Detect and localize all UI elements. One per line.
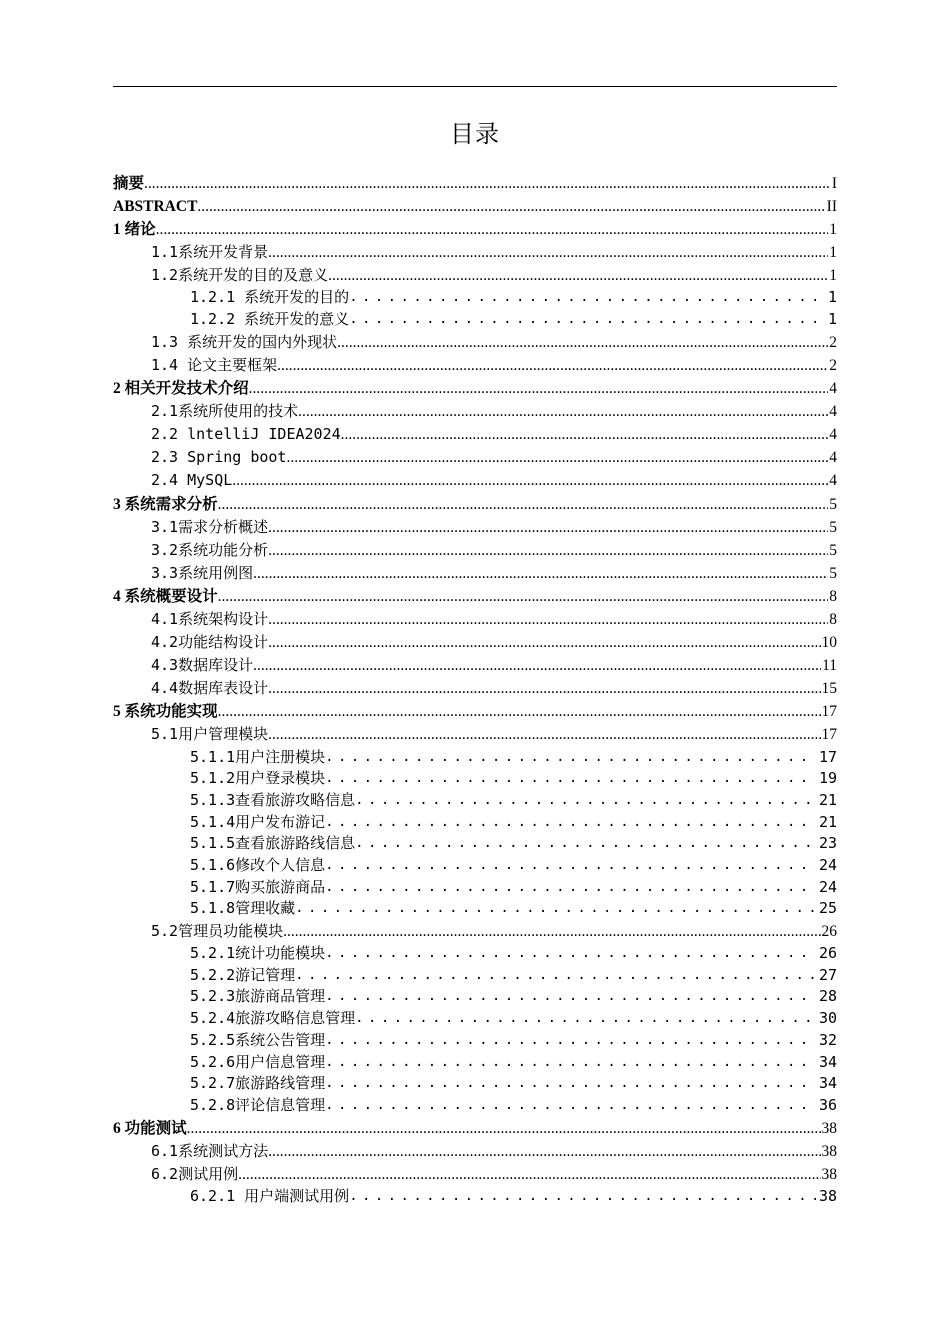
dot-leader xyxy=(268,631,820,654)
dot-leader xyxy=(268,516,828,539)
dot-leader xyxy=(325,812,816,834)
toc-entry-label: 1 绪论 xyxy=(113,221,156,239)
toc-entry[interactable] xyxy=(113,898,837,920)
toc-entry-label: 5.2.8评论信息管理 xyxy=(190,1095,326,1114)
toc-entry-label: 1.2.2 系统开发的意义 xyxy=(190,310,350,329)
dot-leader xyxy=(286,446,828,469)
toc-entry[interactable] xyxy=(113,264,837,287)
dot-leader xyxy=(268,1140,820,1163)
toc-entry-label: 5.2.2游记管理 xyxy=(190,965,296,984)
dot-leader xyxy=(325,1073,816,1095)
toc-entry[interactable] xyxy=(113,1186,837,1208)
toc-entry-label: 5.1.5查看旅游路线信息 xyxy=(190,834,356,853)
toc-entry[interactable] xyxy=(113,790,837,812)
toc-entry[interactable] xyxy=(113,920,837,943)
toc-entry[interactable] xyxy=(113,1052,837,1074)
toc-entry[interactable] xyxy=(113,1030,837,1052)
toc-entry-label: 2.2 lntelliJ IDEA2024 xyxy=(151,425,341,444)
dot-leader xyxy=(325,768,816,790)
toc-entry-page: 36 xyxy=(818,1095,837,1114)
toc-entry-label: 5.2.6用户信息管理 xyxy=(190,1052,326,1071)
toc-entry[interactable] xyxy=(113,539,837,562)
toc-entry-page: 5 xyxy=(829,541,837,559)
toc-entry-page: 38 xyxy=(821,1165,837,1183)
toc-entry-label: 5.2.7旅游路线管理 xyxy=(190,1074,326,1093)
toc-entry[interactable] xyxy=(113,287,837,309)
toc-entry-page: 26 xyxy=(821,923,837,941)
toc-entry-page: II xyxy=(826,198,837,216)
dot-leader xyxy=(341,423,829,446)
dot-leader xyxy=(156,218,829,241)
toc-entry[interactable] xyxy=(113,172,837,195)
toc-entry-label: 3.1需求分析概述 xyxy=(151,517,269,536)
toc-entry-label: 4.4数据库表设计 xyxy=(151,679,269,698)
dot-leader xyxy=(325,1030,816,1052)
toc-entry-page: 11 xyxy=(822,657,837,675)
toc-entry[interactable] xyxy=(113,677,837,700)
toc-entry-label: 5.1.2用户登录模块 xyxy=(190,769,326,788)
toc-entry[interactable] xyxy=(113,965,837,987)
toc-entry[interactable] xyxy=(113,700,837,723)
toc-entry-label: 2.1系统所使用的技术 xyxy=(151,402,299,421)
toc-entry[interactable] xyxy=(113,423,837,446)
toc-entry[interactable] xyxy=(113,469,837,492)
toc-entry-page: 5 xyxy=(829,518,837,536)
toc-entry-page: 27 xyxy=(818,965,837,984)
dot-leader xyxy=(268,539,828,562)
toc-entry-label: 1.2.1 系统开发的目的 xyxy=(190,288,350,307)
toc-entry-page: 21 xyxy=(818,812,837,831)
dot-leader xyxy=(355,1008,816,1030)
toc-entry-label: ABSTRACT xyxy=(113,198,198,216)
dot-leader xyxy=(328,264,828,287)
toc-entry[interactable] xyxy=(113,309,837,331)
toc-entry-page: 26 xyxy=(818,944,837,963)
toc-entry-label: 2 相关开发技术介绍 xyxy=(113,380,249,398)
toc-entry-label: 摘要 xyxy=(113,175,145,192)
toc-entry-page: 30 xyxy=(818,1009,837,1028)
toc-entry-label: 1.1系统开发背景 xyxy=(151,243,269,262)
toc-entry[interactable] xyxy=(113,877,837,899)
dot-leader xyxy=(295,965,816,987)
dot-leader xyxy=(197,195,825,218)
toc-entry[interactable] xyxy=(113,1163,837,1186)
dot-leader xyxy=(218,493,829,516)
toc-entry-page: 8 xyxy=(829,610,837,628)
toc-entry-page: 5 xyxy=(829,564,837,582)
toc-entry-page: 1 xyxy=(829,244,837,262)
toc-entry[interactable] xyxy=(113,1140,837,1163)
toc-entry-page: 4 xyxy=(829,426,837,444)
dot-leader xyxy=(349,287,825,309)
toc-entry[interactable] xyxy=(113,1073,837,1095)
toc-entry-page: 17 xyxy=(818,747,837,766)
dot-leader xyxy=(144,172,831,195)
toc-entry[interactable] xyxy=(113,562,837,585)
toc-entry-label: 6.2测试用例 xyxy=(151,1164,239,1183)
toc-entry-label: 5.1.7购买旅游商品 xyxy=(190,877,326,896)
header-rule xyxy=(113,86,837,87)
dot-leader xyxy=(298,400,828,423)
toc-entry[interactable] xyxy=(113,516,837,539)
toc-entry-page: 1 xyxy=(827,310,837,329)
toc-entry-label: 5.2.5系统公告管理 xyxy=(190,1030,326,1049)
toc-entry[interactable] xyxy=(113,747,837,769)
toc-entry-page: 5 xyxy=(829,495,837,513)
toc-entry-page: 23 xyxy=(818,834,837,853)
toc-entry[interactable] xyxy=(113,1095,837,1117)
toc-entry-label: 5.2.3旅游商品管理 xyxy=(190,987,326,1006)
toc-entry[interactable] xyxy=(113,493,837,516)
toc-entry-label: 5.1用户管理模块 xyxy=(151,725,269,744)
toc-entry-page: 28 xyxy=(818,987,837,1006)
toc-entry-label: 4 系统概要设计 xyxy=(113,587,218,605)
dot-leader xyxy=(277,354,828,377)
dot-leader xyxy=(268,241,828,264)
toc-entry-page: 38 xyxy=(821,1119,837,1137)
toc-entry-page: 24 xyxy=(818,877,837,896)
toc-entry[interactable] xyxy=(113,218,837,241)
toc-entry[interactable] xyxy=(113,654,837,677)
toc-entry-page: 1 xyxy=(827,288,837,307)
toc-entry-label: 6 功能测试 xyxy=(113,1119,187,1137)
toc-entry-label: 5 系统功能实现 xyxy=(113,703,218,721)
toc-entry[interactable] xyxy=(113,943,837,965)
toc-entry[interactable] xyxy=(113,377,837,400)
toc-entry-label: 5.1.4用户发布游记 xyxy=(190,812,326,831)
toc-entry-page: 4 xyxy=(829,449,837,467)
toc-entry[interactable] xyxy=(113,585,837,608)
toc-entry-label: 5.2管理员功能模块 xyxy=(151,922,284,941)
toc-entry-page: 8 xyxy=(829,587,837,605)
dot-leader xyxy=(337,331,828,354)
toc-entry-page: 17 xyxy=(821,703,837,721)
toc-entry-page: 4 xyxy=(829,472,837,490)
toc-entry-page: 4 xyxy=(829,380,837,398)
toc-entry[interactable] xyxy=(113,855,837,877)
toc-entry-label: 6.2.1 用户端测试用例 xyxy=(190,1186,350,1205)
dot-leader xyxy=(268,608,828,631)
toc-entry[interactable] xyxy=(113,1008,837,1030)
toc-entry-page: 38 xyxy=(821,1142,837,1160)
dot-leader xyxy=(325,855,816,877)
toc-entry-label: 5.1.1用户注册模块 xyxy=(190,747,326,766)
dot-leader xyxy=(268,723,820,746)
dot-leader xyxy=(253,562,828,585)
toc-entry[interactable] xyxy=(113,195,837,218)
toc-entry[interactable] xyxy=(113,1117,837,1140)
toc-entry[interactable] xyxy=(113,631,837,654)
dot-leader xyxy=(325,943,816,965)
dot-leader xyxy=(355,833,816,855)
toc-entry[interactable] xyxy=(113,331,837,354)
dot-leader xyxy=(349,309,825,331)
toc-entry-label: 5.1.8管理收藏 xyxy=(190,899,296,918)
toc-entry-page: 32 xyxy=(818,1030,837,1049)
dot-leader xyxy=(218,585,829,608)
dot-leader xyxy=(218,700,821,723)
toc-entry-label: 2.3 Spring boot xyxy=(151,448,287,467)
toc-entry-label: 5.2.4旅游攻略信息管理 xyxy=(190,1009,356,1028)
toc-entry-label: 3 系统需求分析 xyxy=(113,495,218,513)
toc-entry-page: 38 xyxy=(818,1186,837,1205)
toc-entry-page: 4 xyxy=(829,403,837,421)
table-of-contents xyxy=(113,172,837,1208)
dot-leader xyxy=(187,1117,821,1140)
toc-entry-page: 34 xyxy=(818,1074,837,1093)
toc-entry-label: 5.2.1统计功能模块 xyxy=(190,944,326,963)
toc-entry[interactable] xyxy=(113,812,837,834)
toc-entry-label: 1.4 论文主要框架 xyxy=(151,355,278,374)
toc-entry-page: 1 xyxy=(829,221,837,239)
dot-leader xyxy=(295,898,816,920)
toc-entry-page: 2 xyxy=(829,356,837,374)
dot-leader xyxy=(249,377,829,400)
toc-entry-label: 1.2系统开发的目的及意义 xyxy=(151,266,329,285)
toc-entry-label: 3.2系统功能分析 xyxy=(151,540,269,559)
toc-entry-page: I xyxy=(831,175,837,192)
toc-entry-label: 5.1.6修改个人信息 xyxy=(190,855,326,874)
toc-entry[interactable] xyxy=(113,833,837,855)
toc-entry-label: 4.2功能结构设计 xyxy=(151,633,269,652)
toc-entry-label: 1.3 系统开发的国内外现状 xyxy=(151,332,338,351)
toc-entry[interactable] xyxy=(113,446,837,469)
toc-entry-label: 3.3系统用例图 xyxy=(151,563,254,582)
dot-leader xyxy=(355,790,816,812)
toc-entry-page: 19 xyxy=(818,769,837,788)
toc-entry-page: 34 xyxy=(818,1052,837,1071)
dot-leader xyxy=(268,677,820,700)
dot-leader xyxy=(325,747,816,769)
dot-leader xyxy=(283,920,820,943)
toc-entry[interactable] xyxy=(113,987,837,1009)
dot-leader xyxy=(325,1052,816,1074)
toc-entry-page: 10 xyxy=(821,634,837,652)
dot-leader xyxy=(232,469,828,492)
toc-entry[interactable] xyxy=(113,241,837,264)
toc-entry[interactable] xyxy=(113,354,837,377)
toc-entry-label: 4.1系统架构设计 xyxy=(151,609,269,628)
toc-entry-page: 25 xyxy=(818,899,837,918)
toc-entry-page: 1 xyxy=(829,267,837,285)
toc-entry-page: 15 xyxy=(821,680,837,698)
toc-entry-label: 4.3数据库设计 xyxy=(151,656,254,675)
toc-entry[interactable] xyxy=(113,608,837,631)
dot-leader xyxy=(325,987,816,1009)
dot-leader xyxy=(325,877,816,899)
toc-title: 目录 xyxy=(450,120,500,148)
toc-entry[interactable] xyxy=(113,723,837,746)
toc-entry-page: 24 xyxy=(818,855,837,874)
toc-entry[interactable] xyxy=(113,768,837,790)
dot-leader xyxy=(238,1163,820,1186)
dot-leader xyxy=(349,1186,816,1208)
toc-entry-label: 5.1.3查看旅游攻略信息 xyxy=(190,790,356,809)
toc-entry[interactable] xyxy=(113,400,837,423)
toc-entry-page: 21 xyxy=(818,790,837,809)
toc-entry-page: 2 xyxy=(829,333,837,351)
toc-entry-page: 17 xyxy=(821,726,837,744)
dot-leader xyxy=(325,1095,816,1117)
dot-leader xyxy=(253,654,821,677)
toc-entry-label: 6.1系统测试方法 xyxy=(151,1141,269,1160)
toc-entry-label: 2.4 MySQL xyxy=(151,471,233,490)
